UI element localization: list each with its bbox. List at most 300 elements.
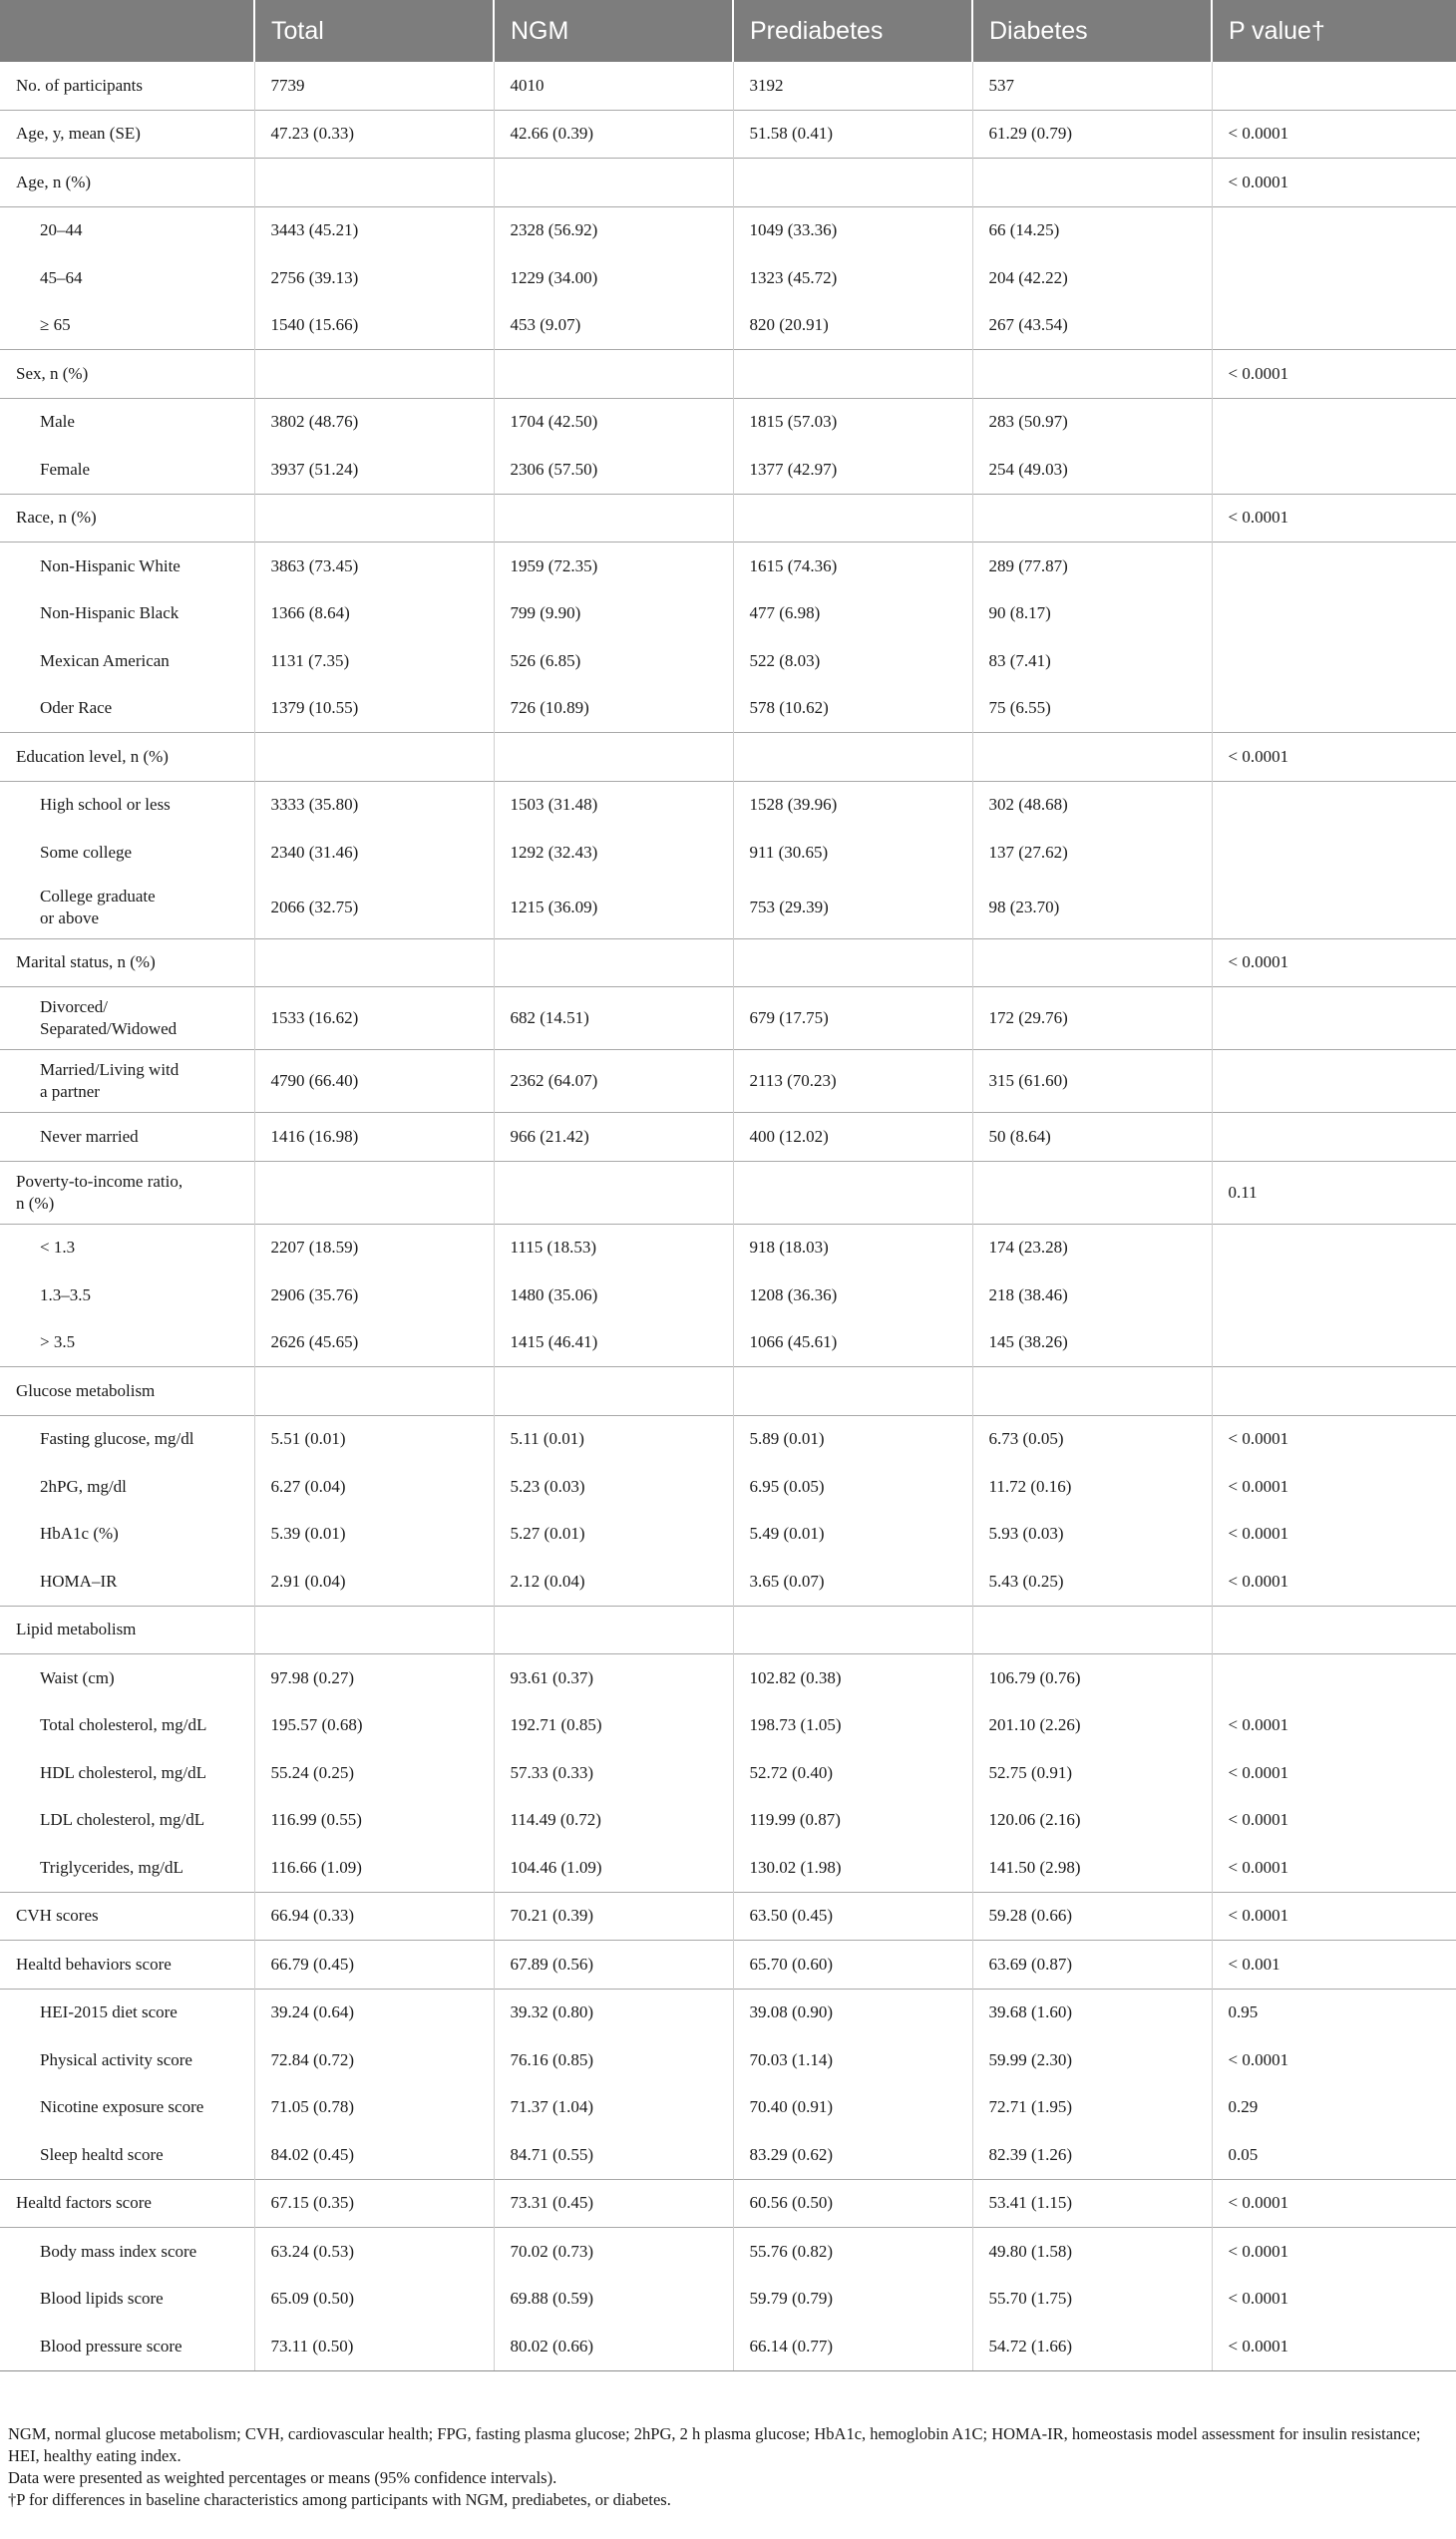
diabetes-value: 315 (61.60) [972, 1050, 1212, 1113]
row-label: Glucose metabolism [0, 1367, 254, 1416]
ngm-value: 5.11 (0.01) [494, 1415, 733, 1463]
prediabetes-value: 578 (10.62) [733, 685, 972, 733]
p-value: < 0.001 [1212, 1941, 1456, 1990]
table-row [0, 1161, 1456, 1224]
row-label: CVH scores [0, 1892, 254, 1941]
diabetes-value: 5.93 (0.03) [972, 1511, 1212, 1559]
diabetes-value: 137 (27.62) [972, 829, 1212, 877]
row-label: 1.3–3.5 [40, 1284, 91, 1304]
table-row [0, 1463, 1456, 1511]
row-label: Mexican American [40, 650, 170, 670]
table-row [0, 350, 1456, 399]
row-label: Blood lipids score [40, 2289, 164, 2309]
p-value [1212, 1367, 1456, 1416]
table-row [0, 685, 1456, 733]
prediabetes-value: 918 (18.03) [733, 1224, 972, 1271]
table-row [0, 2036, 1456, 2084]
diabetes-value [972, 1367, 1212, 1416]
table-row [0, 2084, 1456, 2132]
table-row [0, 1415, 1456, 1463]
prediabetes-value [733, 1161, 972, 1224]
total-value: 3802 (48.76) [254, 398, 494, 446]
footnote-abbreviations: NGM, normal glucose metabolism; CVH, cardiovascular health; FPG, fasting plasma glucose; 2hPG, 2 h plasma glucose; HbA1c, hemoglobin A1C; HOMA-IR, homeostasis model assessment for insulin resistance; HEI, healthy eating index. [8, 2424, 1421, 2465]
total-value: 2340 (31.46) [254, 829, 494, 877]
p-value [1212, 1271, 1456, 1319]
ngm-value: 453 (9.07) [494, 302, 733, 350]
total-value: 47.23 (0.33) [254, 110, 494, 159]
prediabetes-value: 522 (8.03) [733, 637, 972, 685]
table-row [0, 1558, 1456, 1606]
total-value: 2756 (39.13) [254, 254, 494, 302]
footnote-data-presentation: Data were presented as weighted percentages or means (95% confidence intervals). [8, 2468, 557, 2487]
total-value: 66.94 (0.33) [254, 1892, 494, 1941]
row-label: Lipid metabolism [0, 1606, 254, 1654]
prediabetes-value: 753 (29.39) [733, 877, 972, 939]
p-value: < 0.0001 [1212, 2323, 1456, 2370]
total-value: 116.66 (1.09) [254, 1844, 494, 1892]
table-row [0, 1797, 1456, 1845]
prediabetes-value: 5.89 (0.01) [733, 1415, 972, 1463]
ngm-value: 2362 (64.07) [494, 1050, 733, 1113]
ngm-value [494, 159, 733, 207]
prediabetes-value: 911 (30.65) [733, 829, 972, 877]
table-row [0, 159, 1456, 207]
prediabetes-value: 198.73 (1.05) [733, 1702, 972, 1750]
ngm-value: 80.02 (0.66) [494, 2323, 733, 2370]
table-row [0, 781, 1456, 829]
ngm-value: 73.31 (0.45) [494, 2179, 733, 2228]
prediabetes-value: 5.49 (0.01) [733, 1511, 972, 1559]
prediabetes-value: 1615 (74.36) [733, 543, 972, 590]
ngm-value: 67.89 (0.56) [494, 1941, 733, 1990]
ngm-value: 1480 (35.06) [494, 1271, 733, 1319]
p-value [1212, 543, 1456, 590]
diabetes-value: 52.75 (0.91) [972, 1749, 1212, 1797]
total-value: 73.11 (0.50) [254, 2323, 494, 2370]
ngm-value: 57.33 (0.33) [494, 1749, 733, 1797]
row-label: Age, n (%) [0, 159, 254, 207]
ngm-value: 1292 (32.43) [494, 829, 733, 877]
p-value: < 0.0001 [1212, 1702, 1456, 1750]
table-row [0, 2323, 1456, 2370]
p-value [1212, 302, 1456, 350]
prediabetes-value: 59.79 (0.79) [733, 2276, 972, 2324]
table-row [0, 1749, 1456, 1797]
ngm-value: 39.32 (0.80) [494, 1989, 733, 2036]
table-row [0, 733, 1456, 782]
diabetes-value: 49.80 (1.58) [972, 2228, 1212, 2276]
p-value: 0.29 [1212, 2084, 1456, 2132]
total-value [254, 494, 494, 543]
ngm-value: 726 (10.89) [494, 685, 733, 733]
total-value: 4790 (66.40) [254, 1050, 494, 1113]
row-label: HDL cholesterol, mg/dL [40, 1762, 206, 1782]
table-footnotes [8, 2423, 1444, 2511]
total-value: 1379 (10.55) [254, 685, 494, 733]
diabetes-value: 83 (7.41) [972, 637, 1212, 685]
total-value: 39.24 (0.64) [254, 1989, 494, 2036]
prediabetes-value: 1528 (39.96) [733, 781, 972, 829]
ngm-value: 69.88 (0.59) [494, 2276, 733, 2324]
p-value [1212, 446, 1456, 494]
prediabetes-value: 1815 (57.03) [733, 398, 972, 446]
total-value [254, 350, 494, 399]
total-value: 3333 (35.80) [254, 781, 494, 829]
total-value [254, 1606, 494, 1654]
row-label: HEI-2015 diet score [0, 1989, 254, 2036]
table-row [0, 1319, 1456, 1367]
prediabetes-value: 3192 [733, 62, 972, 110]
ngm-value: 84.71 (0.55) [494, 2131, 733, 2179]
p-value: < 0.0001 [1212, 938, 1456, 987]
p-value: < 0.0001 [1212, 1415, 1456, 1463]
header-cell-p-value: P value† [1212, 0, 1456, 62]
ngm-value: 5.23 (0.03) [494, 1463, 733, 1511]
total-value: 71.05 (0.78) [254, 2084, 494, 2132]
diabetes-value: 82.39 (1.26) [972, 2131, 1212, 2179]
total-value: 84.02 (0.45) [254, 2131, 494, 2179]
diabetes-value: 174 (23.28) [972, 1224, 1212, 1271]
row-label: 20–44 [0, 206, 254, 254]
p-value: < 0.0001 [1212, 2036, 1456, 2084]
ngm-value: 2.12 (0.04) [494, 1558, 733, 1606]
table-row [0, 987, 1456, 1050]
ngm-value: 1959 (72.35) [494, 543, 733, 590]
table-row [0, 543, 1456, 590]
row-label: College graduate or above [40, 886, 156, 927]
ngm-value: 966 (21.42) [494, 1113, 733, 1162]
row-label: Oder Race [40, 698, 113, 718]
diabetes-value: 90 (8.17) [972, 590, 1212, 638]
row-label: HOMA–IR [40, 1571, 118, 1591]
prediabetes-value: 400 (12.02) [733, 1113, 972, 1162]
total-value: 195.57 (0.68) [254, 1702, 494, 1750]
p-value: < 0.0001 [1212, 2228, 1456, 2276]
row-label: Waist (cm) [0, 1654, 254, 1702]
row-label: ≥ 65 [40, 315, 71, 335]
table-row [0, 1941, 1456, 1990]
prediabetes-value: 70.40 (0.91) [733, 2084, 972, 2132]
prediabetes-value: 83.29 (0.62) [733, 2131, 972, 2179]
prediabetes-value: 679 (17.75) [733, 987, 972, 1050]
prediabetes-value: 70.03 (1.14) [733, 2036, 972, 2084]
prediabetes-value: 63.50 (0.45) [733, 1892, 972, 1941]
diabetes-value: 55.70 (1.75) [972, 2276, 1212, 2324]
p-value: < 0.0001 [1212, 1463, 1456, 1511]
ngm-value: 2328 (56.92) [494, 206, 733, 254]
total-value: 72.84 (0.72) [254, 2036, 494, 2084]
diabetes-value: 6.73 (0.05) [972, 1415, 1212, 1463]
p-value [1212, 637, 1456, 685]
table-body [0, 62, 1456, 2370]
total-value: 3443 (45.21) [254, 206, 494, 254]
prediabetes-value: 39.08 (0.90) [733, 1989, 972, 2036]
total-value: 1416 (16.98) [254, 1113, 494, 1162]
prediabetes-value: 1049 (33.36) [733, 206, 972, 254]
row-label: Married/Living witd a partner [0, 1050, 254, 1113]
prediabetes-value [733, 1367, 972, 1416]
table-row [0, 938, 1456, 987]
ngm-value: 70.21 (0.39) [494, 1892, 733, 1941]
total-value: 1366 (8.64) [254, 590, 494, 638]
diabetes-value: 537 [972, 62, 1212, 110]
p-value: < 0.0001 [1212, 1511, 1456, 1559]
prediabetes-value: 55.76 (0.82) [733, 2228, 972, 2276]
total-value: 2626 (45.65) [254, 1319, 494, 1367]
ngm-value: 5.27 (0.01) [494, 1511, 733, 1559]
total-value: 97.98 (0.27) [254, 1654, 494, 1702]
row-label: > 3.5 [40, 1332, 76, 1352]
total-value: 1131 (7.35) [254, 637, 494, 685]
ngm-value: 1115 (18.53) [494, 1224, 733, 1271]
table-row [0, 1367, 1456, 1416]
p-value [1212, 829, 1456, 877]
diabetes-value: 59.99 (2.30) [972, 2036, 1212, 2084]
total-value: 63.24 (0.53) [254, 2228, 494, 2276]
total-value [254, 159, 494, 207]
table-row [0, 1271, 1456, 1319]
prediabetes-value: 130.02 (1.98) [733, 1844, 972, 1892]
table-row [0, 1511, 1456, 1559]
prediabetes-value: 3.65 (0.07) [733, 1558, 972, 1606]
table-row [0, 1606, 1456, 1654]
table-row [0, 1892, 1456, 1941]
p-value: 0.95 [1212, 1989, 1456, 2036]
diabetes-value: 59.28 (0.66) [972, 1892, 1212, 1941]
total-value: 1533 (16.62) [254, 987, 494, 1050]
total-value: 67.15 (0.35) [254, 2179, 494, 2228]
ngm-value: 4010 [494, 62, 733, 110]
p-value [1212, 877, 1456, 939]
diabetes-value: 39.68 (1.60) [972, 1989, 1212, 2036]
total-value: 66.79 (0.45) [254, 1941, 494, 1990]
ngm-value [494, 350, 733, 399]
p-value [1212, 1050, 1456, 1113]
total-value: 2207 (18.59) [254, 1224, 494, 1271]
diabetes-value: 218 (38.46) [972, 1271, 1212, 1319]
p-value: < 0.0001 [1212, 1892, 1456, 1941]
diabetes-value: 75 (6.55) [972, 685, 1212, 733]
p-value [1212, 1113, 1456, 1162]
diabetes-value [972, 350, 1212, 399]
total-value [254, 1161, 494, 1224]
row-label: 45–64 [40, 267, 83, 287]
ngm-value: 2306 (57.50) [494, 446, 733, 494]
row-label: Blood pressure score [0, 2323, 254, 2370]
diabetes-value: 302 (48.68) [972, 781, 1212, 829]
row-label: < 1.3 [0, 1224, 254, 1271]
ngm-value: 682 (14.51) [494, 987, 733, 1050]
ngm-value [494, 1606, 733, 1654]
row-label: No. of participants [16, 75, 143, 95]
p-value [1212, 590, 1456, 638]
diabetes-value: 172 (29.76) [972, 987, 1212, 1050]
table-row [0, 1224, 1456, 1271]
diabetes-value: 141.50 (2.98) [972, 1844, 1212, 1892]
row-label: LDL cholesterol, mg/dL [40, 1810, 205, 1830]
total-value: 5.51 (0.01) [254, 1415, 494, 1463]
table-row [0, 1702, 1456, 1750]
table-row [0, 110, 1456, 159]
row-label: Divorced/ Separated/Widowed [0, 987, 254, 1050]
total-value [254, 733, 494, 782]
ngm-value: 1229 (34.00) [494, 254, 733, 302]
p-value: < 0.0001 [1212, 110, 1456, 159]
diabetes-value: 106.79 (0.76) [972, 1654, 1212, 1702]
row-label: Nicotine exposure score [40, 2097, 204, 2117]
prediabetes-value [733, 350, 972, 399]
p-value [1212, 1319, 1456, 1367]
p-value: < 0.0001 [1212, 2179, 1456, 2228]
prediabetes-value: 51.58 (0.41) [733, 110, 972, 159]
diabetes-value: 5.43 (0.25) [972, 1558, 1212, 1606]
ngm-value: 70.02 (0.73) [494, 2228, 733, 2276]
row-label: Male [0, 398, 254, 446]
prediabetes-value: 477 (6.98) [733, 590, 972, 638]
header-cell-total: Total [254, 0, 494, 62]
p-value [1212, 987, 1456, 1050]
row-label: High school or less [0, 781, 254, 829]
prediabetes-value: 1208 (36.36) [733, 1271, 972, 1319]
ngm-value [494, 733, 733, 782]
diabetes-value: 254 (49.03) [972, 446, 1212, 494]
ngm-value: 1704 (42.50) [494, 398, 733, 446]
prediabetes-value: 66.14 (0.77) [733, 2323, 972, 2370]
table-row [0, 2131, 1456, 2179]
table-row [0, 2276, 1456, 2324]
ngm-value: 799 (9.90) [494, 590, 733, 638]
header-cell-diabetes: Diabetes [972, 0, 1212, 62]
diabetes-value: 204 (42.22) [972, 254, 1212, 302]
prediabetes-value [733, 1606, 972, 1654]
prediabetes-value [733, 733, 972, 782]
prediabetes-value: 52.72 (0.40) [733, 1749, 972, 1797]
row-label: Age, y, mean (SE) [0, 110, 254, 159]
total-value: 1540 (15.66) [254, 302, 494, 350]
row-label: Never married [0, 1113, 254, 1162]
header-cell-label [0, 0, 254, 62]
diabetes-value: 50 (8.64) [972, 1113, 1212, 1162]
table-row [0, 877, 1456, 939]
total-value: 2066 (32.75) [254, 877, 494, 939]
total-value: 65.09 (0.50) [254, 2276, 494, 2324]
diabetes-value: 63.69 (0.87) [972, 1941, 1212, 1990]
table-row [0, 590, 1456, 638]
ngm-value: 526 (6.85) [494, 637, 733, 685]
table-row [0, 1844, 1456, 1892]
row-label: Non-Hispanic White [0, 543, 254, 590]
p-value [1212, 781, 1456, 829]
total-value: 2.91 (0.04) [254, 1558, 494, 1606]
ngm-value: 192.71 (0.85) [494, 1702, 733, 1750]
prediabetes-value: 1377 (42.97) [733, 446, 972, 494]
ngm-value: 104.46 (1.09) [494, 1844, 733, 1892]
total-value [254, 938, 494, 987]
diabetes-value: 289 (77.87) [972, 543, 1212, 590]
ngm-value [494, 1161, 733, 1224]
diabetes-value: 98 (23.70) [972, 877, 1212, 939]
row-label: Marital status, n (%) [0, 938, 254, 987]
p-value: < 0.0001 [1212, 350, 1456, 399]
p-value: 0.11 [1212, 1161, 1456, 1224]
ngm-value [494, 1367, 733, 1416]
row-label: Body mass index score [0, 2228, 254, 2276]
prediabetes-value: 1323 (45.72) [733, 254, 972, 302]
table-row [0, 2179, 1456, 2228]
diabetes-value [972, 494, 1212, 543]
prediabetes-value: 2113 (70.23) [733, 1050, 972, 1113]
prediabetes-value: 102.82 (0.38) [733, 1654, 972, 1702]
row-label: Triglycerides, mg/dL [40, 1857, 183, 1877]
p-value [1212, 1654, 1456, 1702]
ngm-value: 42.66 (0.39) [494, 110, 733, 159]
table-row [0, 398, 1456, 446]
ngm-value: 76.16 (0.85) [494, 2036, 733, 2084]
table-header-row [0, 0, 1456, 62]
ngm-value: 1415 (46.41) [494, 1319, 733, 1367]
total-value [254, 1367, 494, 1416]
row-label: Sex, n (%) [0, 350, 254, 399]
p-value [1212, 398, 1456, 446]
header-cell-ngm: NGM [494, 0, 733, 62]
table-row [0, 302, 1456, 350]
row-label: Total cholesterol, mg/dL [40, 1715, 207, 1735]
table-row [0, 206, 1456, 254]
p-value: < 0.0001 [1212, 494, 1456, 543]
row-label: Female [40, 459, 91, 479]
diabetes-value: 267 (43.54) [972, 302, 1212, 350]
total-value: 3937 (51.24) [254, 446, 494, 494]
row-label: Fasting glucose, mg/dl [0, 1415, 254, 1463]
diabetes-value [972, 159, 1212, 207]
prediabetes-value: 1066 (45.61) [733, 1319, 972, 1367]
diabetes-value [972, 938, 1212, 987]
diabetes-value: 120.06 (2.16) [972, 1797, 1212, 1845]
prediabetes-value: 119.99 (0.87) [733, 1797, 972, 1845]
total-value: 3863 (73.45) [254, 543, 494, 590]
table-row [0, 829, 1456, 877]
prediabetes-value [733, 494, 972, 543]
diabetes-value [972, 733, 1212, 782]
table-row [0, 2228, 1456, 2276]
p-value [1212, 254, 1456, 302]
diabetes-value: 54.72 (1.66) [972, 2323, 1212, 2370]
table-row [0, 254, 1456, 302]
ngm-value [494, 494, 733, 543]
footnote-p-value: †P for differences in baseline characteristics among participants with NGM, prediabetes, or diabetes. [8, 2490, 671, 2509]
p-value [1212, 206, 1456, 254]
diabetes-value: 53.41 (1.15) [972, 2179, 1212, 2228]
row-label: 2hPG, mg/dl [40, 1476, 127, 1496]
row-label: Healtd factors score [0, 2179, 254, 2228]
row-label: Race, n (%) [0, 494, 254, 543]
p-value: < 0.0001 [1212, 1844, 1456, 1892]
ngm-value: 93.61 (0.37) [494, 1654, 733, 1702]
ngm-value [494, 938, 733, 987]
p-value: < 0.0001 [1212, 1797, 1456, 1845]
ngm-value: 71.37 (1.04) [494, 2084, 733, 2132]
total-value: 2906 (35.76) [254, 1271, 494, 1319]
row-label: Physical activity score [40, 2049, 192, 2069]
diabetes-value [972, 1161, 1212, 1224]
row-label: Some college [40, 842, 133, 862]
p-value: < 0.0001 [1212, 159, 1456, 207]
ngm-value: 1215 (36.09) [494, 877, 733, 939]
prediabetes-value: 60.56 (0.50) [733, 2179, 972, 2228]
prediabetes-value [733, 159, 972, 207]
row-label: Poverty-to-income ratio, n (%) [0, 1161, 254, 1224]
prediabetes-value: 6.95 (0.05) [733, 1463, 972, 1511]
